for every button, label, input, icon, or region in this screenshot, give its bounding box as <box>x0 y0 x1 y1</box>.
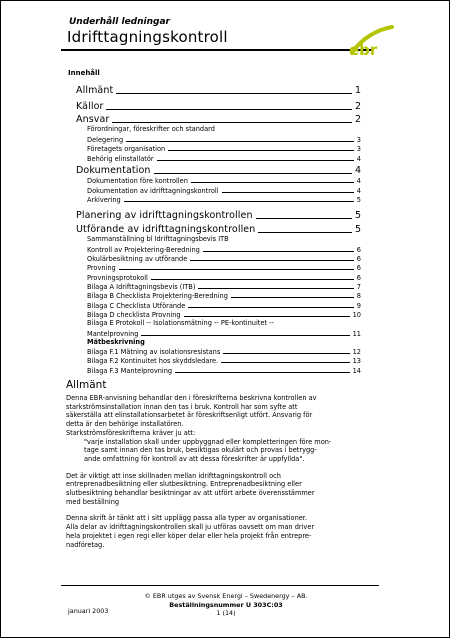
footer-publisher: © EBR utges av Svensk Energi – Swedenergy – AB. <box>144 592 308 600</box>
toc-entry[interactable]: Bilaga F.1 Mätning av isolationsresistans 12 <box>87 348 361 357</box>
toc-entry[interactable]: Bilaga F.2 Kontinuitet hos skyddsledare. 13 <box>87 357 361 366</box>
toc-entry[interactable]: Källor 2 <box>76 101 361 112</box>
toc-entry[interactable]: Planering av idrifttagningskontrollen 5 <box>76 210 361 222</box>
toc-subheading: Förordningar, föreskrifter och standard <box>87 125 215 133</box>
footer-date: januari 2003 <box>68 607 109 615</box>
toc-entry[interactable]: Provning 6 <box>87 264 361 273</box>
toc-entry[interactable]: Dokumentation före kontrollen 4 <box>87 177 361 186</box>
toc-entry[interactable]: Allmänt 1 <box>76 85 361 96</box>
ebr-logo <box>346 23 394 59</box>
footer-rule <box>61 585 379 586</box>
toc-entry[interactable]: Bilaga D checklista Provning 10 <box>87 310 361 319</box>
toc-entry[interactable]: Dokumentation 4 <box>76 164 361 176</box>
logo-text: ebr <box>349 41 378 59</box>
footer-page-number: 1 (14) <box>216 609 236 617</box>
toc-entry[interactable]: Företagets organisation 3 <box>87 145 361 154</box>
toc-entry[interactable]: Kontroll av Projektering-Beredning 6 <box>87 245 361 254</box>
toc-entry[interactable]: Arkivering 5 <box>87 196 361 205</box>
toc-entry[interactable]: Mantelprovning 11 <box>87 329 361 338</box>
toc-subheading: Sammanställning bl Idrifttagningsbevis ITB <box>87 235 229 244</box>
toc-entry[interactable]: Bilaga F.3 Mantelprovning 14 <box>87 366 361 375</box>
paragraph-scope: Denna skrift är tänkt att i sitt upplägg passa alla typer av organisationer. Alla delar av idrifttagningskontrollen skall ju utföras oavsett om man driver hela projektet i egen regi eller köper delar eller hela projekt från entrepre- nadföretag. <box>66 514 315 549</box>
toc-heading: Innehåll <box>68 69 100 77</box>
footer-order-number: Beställningsnummer U 303C:03 <box>169 601 283 609</box>
paragraph-intro: Denna EBR-anvisning behandlar den i föreskrifterna beskrivna kontrollen av starkströmsinstallation innan den tas i bruk. Kontroll har som syfte att säkerställa att elinstallationsarbetet är föreskriftsenligt utfört. Ansvarig för detta är den behörige installatören. Starkströmsföreskrifterna kräver ju att: <box>66 394 317 437</box>
section-allmant <box>66 379 386 549</box>
toc-entry[interactable]: Dokumentation av idrifttagningskontroll 4 <box>87 186 361 195</box>
toc-subheading: Bilaga E Protokoll -- Isolationsmätning -- PE-kontinuitet -- <box>87 318 274 327</box>
regulation-quote: "varje installation skall under uppbyggnad eller kompletteringen före mon- tage samt innan den tas bruk, besiktigas okulärt och provas i betrygg- ande omfattning för kontroll av att dessa föreskrifter är uppfyllda". <box>84 437 332 463</box>
toc-entry[interactable]: Bilaga C Checklista Utförande 9 <box>87 301 361 310</box>
toc-entry[interactable]: Bilaga B Checklista Projektering-Beredning 8 <box>87 292 361 301</box>
document-title: Idrifttagningskontroll <box>67 28 228 46</box>
toc-entry[interactable]: Bilaga A Idrifttagningsbevis (ITB) 7 <box>87 283 361 292</box>
table-of-contents <box>76 80 361 375</box>
toc-entry[interactable]: Behörig elinstallatör 4 <box>87 154 361 163</box>
paragraph-difference: Det är viktigt att inse skillnaden mellan idrifttagningskontroll och entreprenadbesiktning eller slutbesiktning. Entreprenadbesiktning eller slutbesiktning behandlar besiktningar av att utfört arbete överensstämmer med beställning <box>66 471 315 506</box>
toc-entry[interactable]: Delegering 3 <box>87 135 361 144</box>
toc-subheading: Mätbeskrivning <box>87 337 145 346</box>
toc-entry[interactable]: Utförande av idrifttagningskontrollen 5 <box>76 224 361 236</box>
section-heading: Allmänt <box>66 379 107 391</box>
toc-entry[interactable]: Ansvar 2 <box>76 114 361 125</box>
toc-entry[interactable]: Okulärbesiktning av utförande 6 <box>87 255 361 264</box>
header-rule <box>61 49 373 51</box>
document-subtitle: Underhåll ledningar <box>69 17 170 27</box>
toc-entry[interactable]: Provningsprotokoll 6 <box>87 273 361 282</box>
